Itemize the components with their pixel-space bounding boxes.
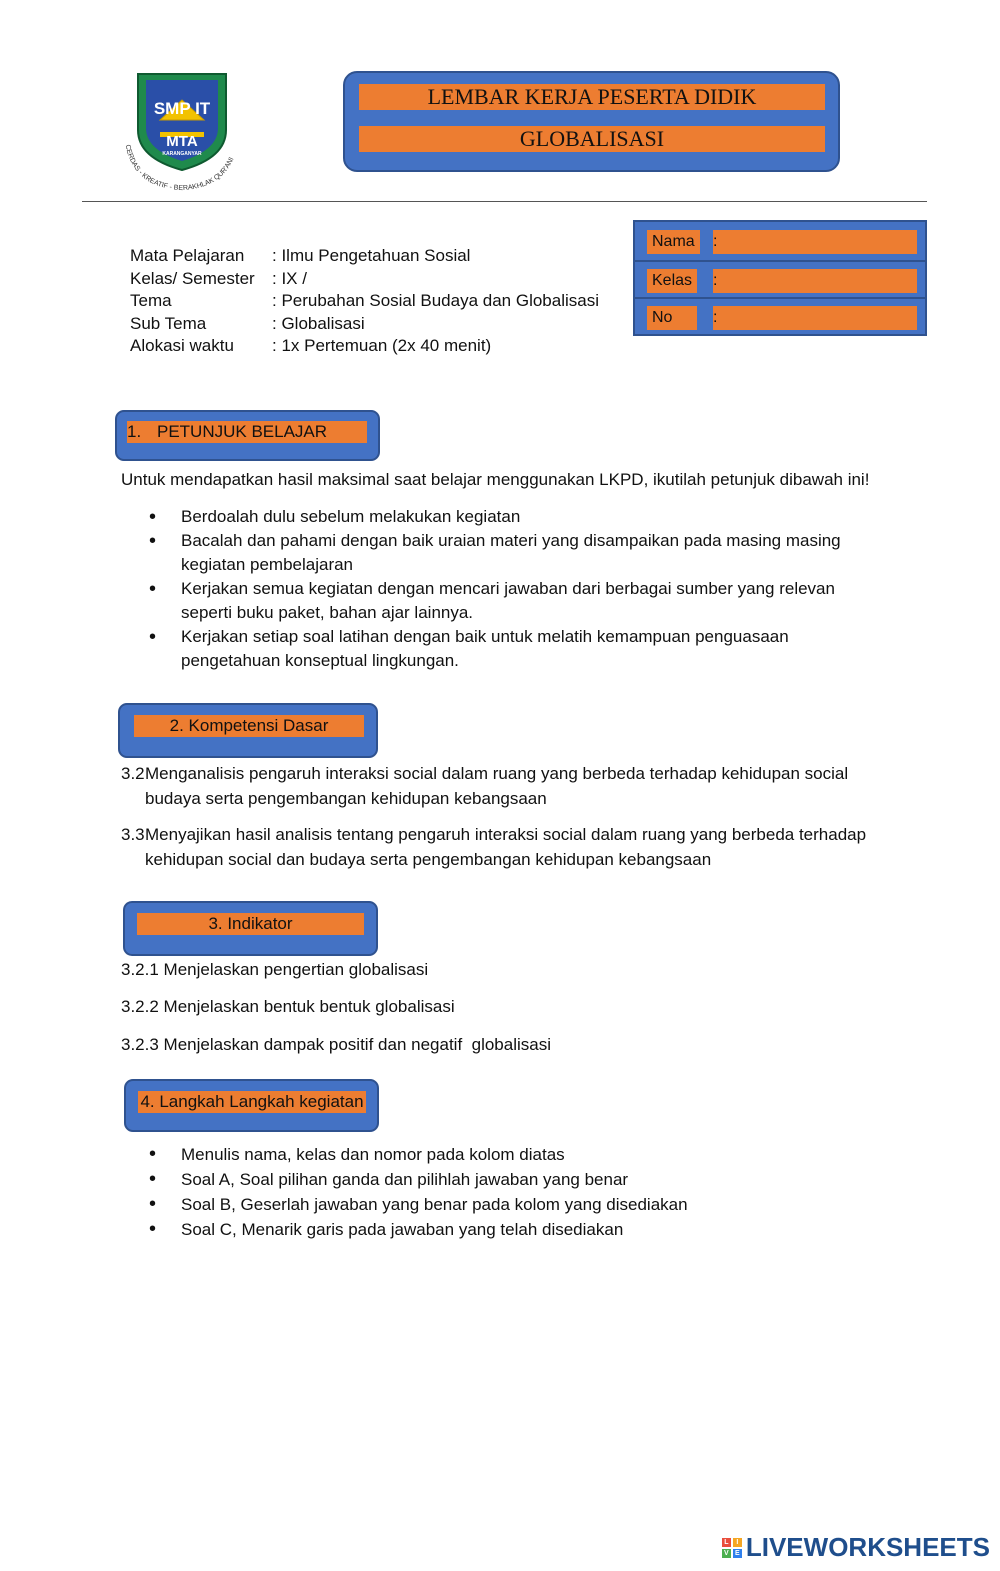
meta-value: : Globalisasi	[272, 313, 365, 333]
header-divider	[82, 201, 927, 202]
worksheet-title: LEMBAR KERJA PESERTA DIDIK	[359, 84, 825, 110]
list-item: • Berdoalah dulu sebelum melakukan kegiatan	[121, 505, 861, 529]
kd-number: 3.2	[121, 764, 145, 783]
identity-divider	[635, 297, 925, 299]
section-header-petunjuk	[115, 410, 380, 461]
meta-value: : 1x Pertemuan (2x 40 menit)	[272, 336, 492, 356]
title-banner	[343, 71, 840, 172]
no-field[interactable]: :	[713, 306, 917, 330]
meta-label: Alokasi waktu	[130, 336, 234, 356]
identity-divider	[635, 260, 925, 262]
indikator-item: 3.2.3 Menjelaskan dampak positif dan negatif globalisasi	[121, 1035, 551, 1054]
section-number: 1.	[127, 422, 142, 441]
school-logo-shield	[116, 70, 244, 195]
meta-row	[130, 245, 599, 268]
meta-row	[130, 313, 599, 336]
kompetensi-item	[121, 823, 881, 872]
section-header-indikator	[123, 901, 378, 956]
section-header-langkah	[124, 1079, 379, 1132]
meta-label: Mata Pelajaran	[130, 246, 245, 265]
identity-label-no: No	[647, 306, 697, 330]
logo-line2: MTA	[166, 133, 198, 150]
section-title: 4. Langkah Langkah kegiatan	[138, 1091, 366, 1113]
meta-row	[130, 268, 599, 291]
list-item: • Soal A, Soal pilihan ganda dan pilihlah jawaban yang benar	[121, 1167, 821, 1192]
identity-row-nama[interactable]	[647, 230, 917, 254]
kd-text: Menyajikan hasil analisis tentang pengaruh interaksi social dalam ruang yang berbeda terhadap kehidupan social dan budaya serta pengembangan kehidupan kebangsaan	[145, 825, 867, 869]
logo-line3: KARANGANYAR	[162, 151, 202, 157]
liveworksheets-brand	[722, 1532, 990, 1563]
badge-letter: L	[722, 1538, 731, 1547]
student-identity-box	[633, 220, 927, 336]
badge-letter: E	[733, 1549, 742, 1558]
list-item: • Soal B, Geserlah jawaban yang benar pada kolom yang disediakan	[121, 1192, 821, 1217]
identity-row-no[interactable]	[647, 306, 917, 328]
kd-number: 3.3	[121, 825, 145, 844]
badge-letter: I	[733, 1538, 742, 1547]
identity-label-kelas: Kelas	[647, 269, 697, 293]
indikator-item: 3.2.1 Menjelaskan pengertian globalisasi	[121, 960, 429, 979]
meta-label: Sub Tema	[130, 313, 207, 333]
badge-letter: V	[722, 1549, 731, 1558]
list-item: • Soal C, Menarik garis pada jawaban yang telah disediakan	[121, 1217, 821, 1242]
section-header-kompetensi	[118, 703, 378, 758]
brand-name: LIVEWORKSHEETS	[745, 1532, 990, 1562]
nama-field[interactable]: :	[713, 230, 917, 254]
meta-row	[130, 290, 599, 313]
list-item: • Kerjakan setiap soal latihan dengan baik untuk melatih kemampuan penguasaan pengetahuan konseptual lingkungan.	[121, 625, 861, 673]
meta-value: : Ilmu Pengetahuan Sosial	[272, 246, 471, 265]
list-item: • Kerjakan semua kegiatan dengan mencari jawaban dari berbagai sumber yang relevan seperti buku paket, bahan ajar lainnya.	[121, 577, 861, 625]
section-title: PETUNJUK BELAJAR	[157, 422, 328, 441]
kelas-field[interactable]: :	[713, 269, 917, 293]
meta-row	[130, 335, 599, 358]
meta-label: Tema	[130, 291, 172, 311]
subject-info	[130, 245, 599, 358]
identity-row-kelas[interactable]	[647, 269, 917, 293]
langkah-list	[121, 1142, 821, 1242]
school-logo	[116, 70, 244, 195]
petunjuk-intro: Untuk mendapatkan hasil maksimal saat belajar menggunakan LKPD, ikutilah petunjuk dibawah ini!	[121, 470, 870, 489]
kompetensi-item	[121, 762, 881, 811]
section-title: 2. Kompetensi Dasar	[134, 715, 364, 737]
section-title-petunjuk	[127, 421, 367, 443]
meta-value: : Perubahan Sosial Budaya dan Globalisasi	[272, 291, 599, 311]
petunjuk-list	[121, 505, 861, 673]
logo-line1: SMP IT	[153, 99, 211, 118]
meta-label: Kelas/ Semester	[130, 268, 255, 288]
liveworksheets-logo-icon	[722, 1538, 742, 1558]
indikator-item: 3.2.2 Menjelaskan bentuk bentuk globalisasi	[121, 997, 455, 1016]
logo-motto: CERDAS - KREATIF - BERAKHLAK QUR'ANI	[123, 143, 236, 193]
section-title: 3. Indikator	[137, 913, 364, 935]
identity-label-nama: Nama	[647, 230, 700, 254]
kd-text: Menganalisis pengaruh interaksi social dalam ruang yang berbeda terhadap kehidupan social budaya serta pengembangan kehidupan kebangsaan	[145, 764, 849, 808]
worksheet-subtitle: GLOBALISASI	[359, 126, 825, 152]
list-item: • Menulis nama, kelas dan nomor pada kolom diatas	[121, 1142, 821, 1167]
list-item: • Bacalah dan pahami dengan baik uraian materi yang disampaikan pada masing masing kegiatan pembelajaran	[121, 529, 861, 577]
meta-value: : IX /	[272, 268, 307, 288]
